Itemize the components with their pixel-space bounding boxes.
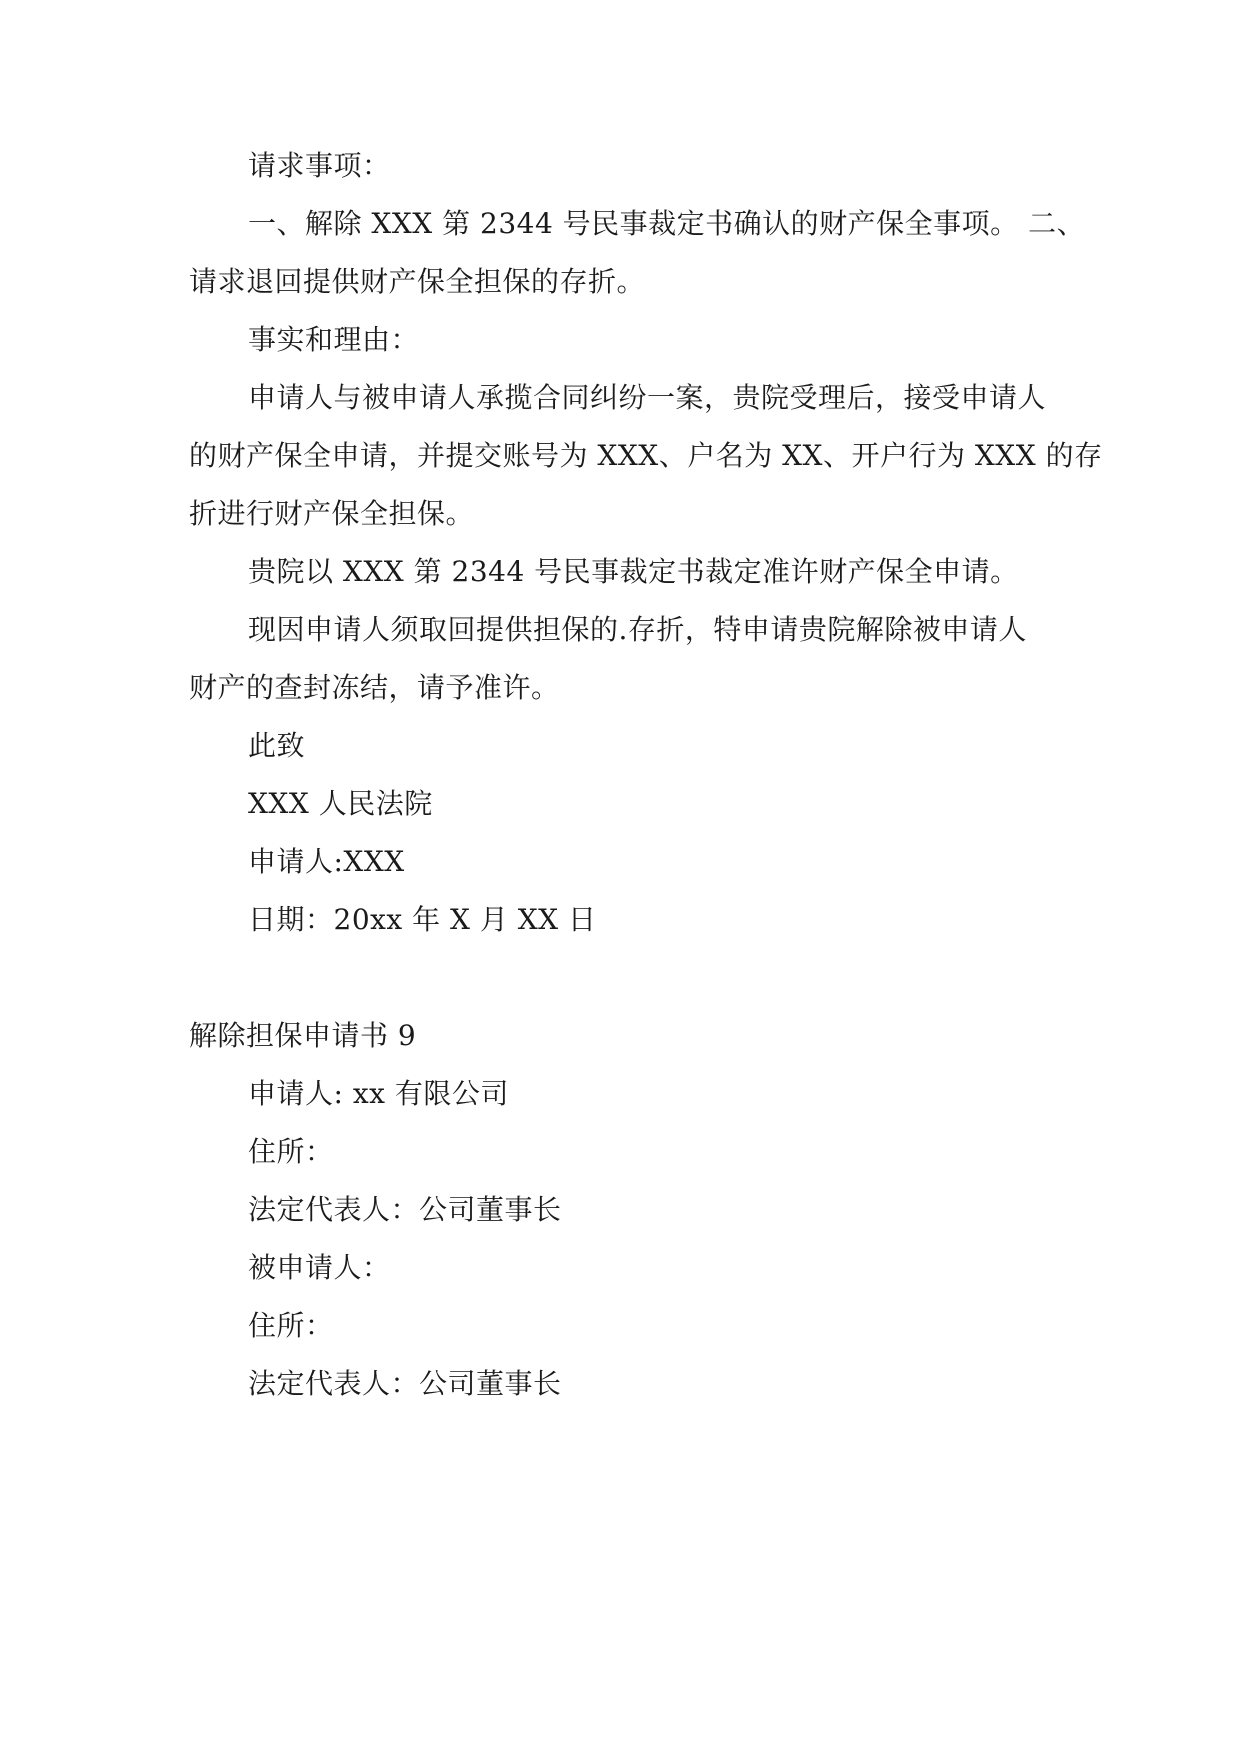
facts-para1-line-3: 折进行财产保全担保。 <box>189 497 475 530</box>
next-applicant-rep: 法定代表人：公司董事长 <box>248 1193 562 1226</box>
request-heading: 请求事项： <box>248 149 391 182</box>
closing-salutation: 此致 <box>248 729 306 762</box>
next-respondent-address: 住所： <box>248 1309 334 1342</box>
facts-heading: 事实和理由： <box>248 323 420 356</box>
next-respondent: 被申请人： <box>248 1251 391 1284</box>
facts-para3-line-2: 财产的查封冻结，请予准许。 <box>189 671 560 704</box>
facts-para3-line-1: 现因申请人须取回提供担保的.存折，特申请贵院解除被申请人 <box>248 613 1027 646</box>
next-respondent-rep: 法定代表人：公司董事长 <box>248 1367 562 1400</box>
next-applicant-address: 住所： <box>248 1135 334 1168</box>
next-applicant: 申请人: xx 有限公司 <box>248 1077 509 1110</box>
facts-para2: 贵院以 XXX 第 2344 号民事裁定书裁定准许财产保全申请。 <box>248 555 1019 588</box>
closing-date: 日期：20xx 年 X 月 XX 日 <box>248 903 597 936</box>
request-item-line-2: 请求退回提供财产保全担保的存折。 <box>189 265 646 298</box>
next-document-title: 解除担保申请书 9 <box>189 1019 417 1052</box>
facts-para1-line-2: 的财产保全申请，并提交账号为 XXX、户名为 XX、开户行为 XXX 的存 <box>189 439 1103 472</box>
closing-applicant: 申请人:XXX <box>248 845 405 878</box>
closing-court: XXX 人民法院 <box>248 787 433 820</box>
request-item-line-1: 一、解除 XXX 第 2344 号民事裁定书确认的财产保全事项。 二、 <box>248 207 1086 240</box>
facts-para1-line-1: 申请人与被申请人承揽合同纠纷一案，贵院受理后，接受申请人 <box>248 381 1047 414</box>
